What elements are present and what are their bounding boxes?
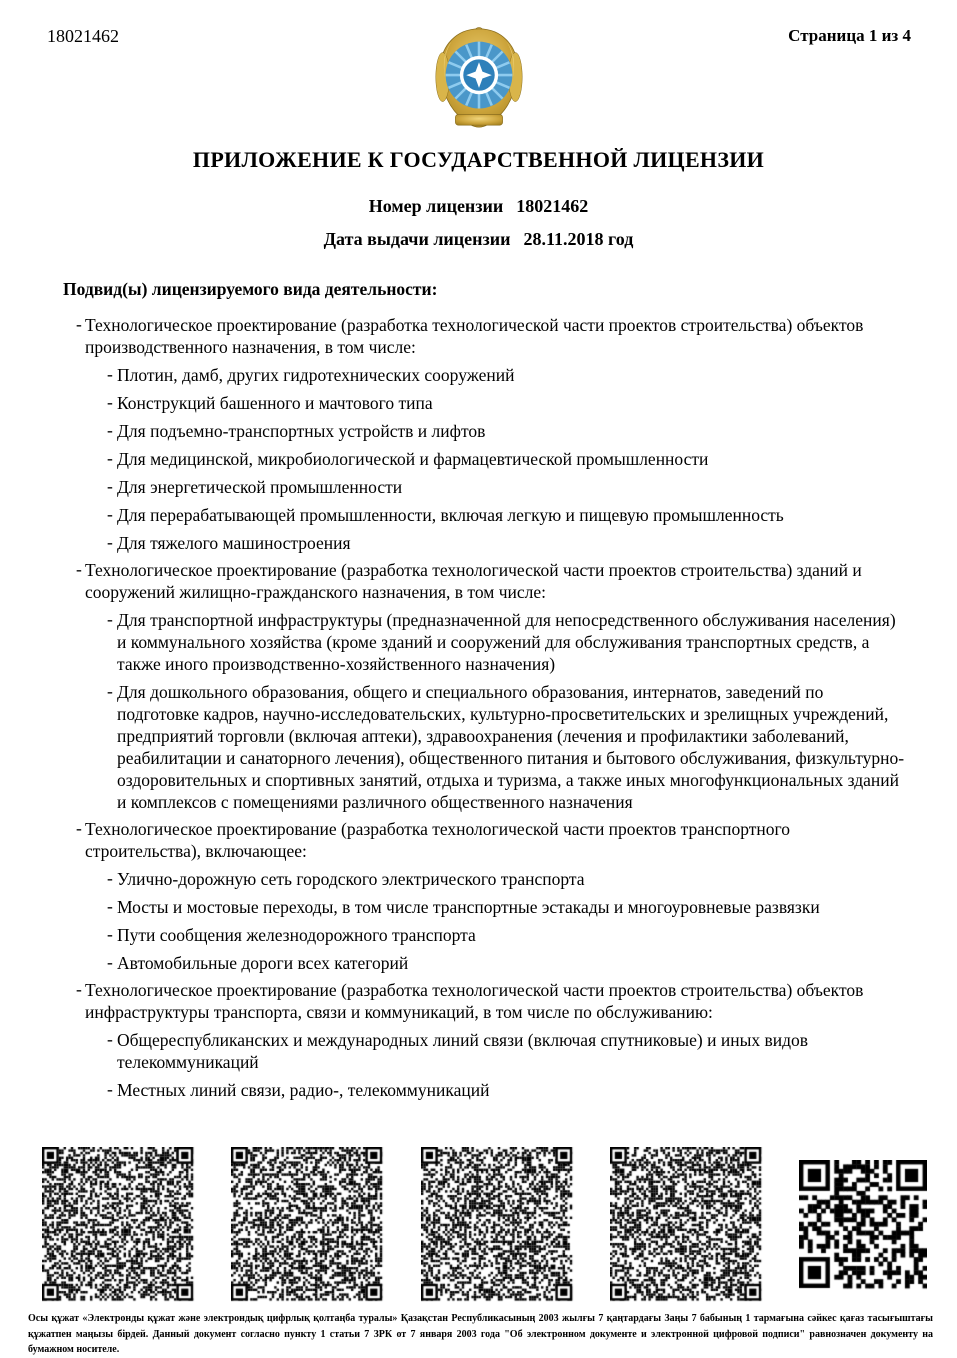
subtypes-list	[0, 314, 957, 1101]
list-subitem: - Для медицинской, микробиологической и фармацевтической промышленности	[106, 448, 908, 470]
list-subitem: - Пути сообщения железнодорожного транспорта	[106, 924, 908, 946]
license-date-value: 28.11.2018 год	[523, 229, 634, 249]
datamatrix-barcode-1	[42, 1147, 195, 1302]
page-indicator: Страница 1 из 4	[788, 26, 911, 45]
datamatrix-barcode-2	[231, 1147, 384, 1302]
page-header	[0, 0, 957, 134]
list-subitem: - Для транспортной инфраструктуры (предназначенной для непосредственного обслуживания населения) и коммунального хозяйства (кроме зданий и сооружений для обслуживания транспортных средств, а также иного производственно-хозяйственного назначения)	[106, 609, 908, 675]
signature-barcode-row	[42, 1147, 927, 1302]
kazakhstan-emblem-icon	[429, 24, 529, 134]
list-subitem: - Для энергетической промышленности	[106, 476, 908, 498]
list-subitem: - Для дошкольного образования, общего и специального образования, интернатов, заведений по подготовке кадров, научно-исследовательских, культурно-просветительских и зрелищных учреждений, предприятий торговли (включая аптеки), здравоохранения (лечения и профилактики заболеваний, реабилитации и санаторного лечения), общественного питания и бытового обслуживания, физкультурно-оздоровительных и спортивных занятий, отдыха и туризма, а также иных многофункциональных зданий и комплексов с помещениями различного общественного назначения	[106, 681, 908, 813]
license-date-row	[0, 229, 957, 250]
list-subitem: - Общереспубликанских и международных линий связи (включая спутниковые) и иных видов телекоммуникаций	[106, 1029, 908, 1073]
list-item: - Технологическое проектирование (разработка технологической части проектов строительства) объектов инфраструктуры транспорта, связи и коммуникаций, в том числе по обслуживанию:	[75, 979, 907, 1023]
list-subitem: - Плотин, дамб, других гидротехнических сооружений	[106, 364, 908, 386]
datamatrix-barcode-3	[421, 1147, 574, 1302]
list-subitem: - Улично-дорожную сеть городского электрического транспорта	[106, 868, 908, 890]
subtypes-heading: Подвид(ы) лицензируемого вида деятельности:	[63, 279, 438, 299]
list-item: - Технологическое проектирование (разработка технологической части проектов строительства) объектов производственного назначения, в том числе:	[75, 314, 907, 358]
legal-footer-note: Осы құжат «Электронды құжат және электрондық цифрлық қолтаңба туралы» Қазақстан Республикасының 2003 жылғы 7 қаңтардағы Заңы 7 бабының 1 тармағына сәйкес қағаз тасығыштағы құжатпен маңызы бірдей. Данный документ согласно пункту 1 статьи 7 ЗРК от 7 января 2003 года "Об электронном документе и электронной цифровой подписи" равнозначен документу на бумажном носителе.	[28, 1313, 933, 1355]
list-subitem: - Местных линий связи, радио-, телекоммуникаций	[106, 1079, 908, 1101]
license-number-label: Номер лицензии	[368, 196, 504, 216]
page-title: ПРИЛОЖЕНИЕ К ГОСУДАРСТВЕННОЙ ЛИЦЕНЗИИ	[192, 147, 765, 172]
list-subitem: - Для тяжелого машиностроения	[106, 532, 908, 554]
list-subitem: - Для перерабатывающей промышленности, включая легкую и пищевую промышленность	[106, 504, 908, 526]
list-subitem: - Конструкций башенного и мачтового типа	[106, 392, 908, 414]
list-item: - Технологическое проектирование (разработка технологической части проектов строительства) зданий и сооружений жилищно-гражданского назначения, в том числе:	[75, 559, 907, 603]
qr-code	[799, 1160, 927, 1290]
license-number-value: 18021462	[516, 196, 589, 216]
document-number: 18021462	[47, 26, 119, 46]
list-subitem: - Для подъемно-транспортных устройств и лифтов	[106, 420, 908, 442]
license-number-row	[0, 196, 957, 217]
list-item: - Технологическое проектирование (разработка технологической части проектов транспортного строительства), включающее:	[75, 818, 907, 862]
license-date-label: Дата выдачи лицензии	[323, 229, 511, 249]
datamatrix-barcode-4	[610, 1147, 763, 1302]
kazakhstan-coat-of-arms-emblem	[429, 24, 529, 134]
list-subitem: - Автомобильные дороги всех категорий	[106, 952, 908, 974]
list-subitem: - Мосты и мостовые переходы, в том числе транспортные эстакады и многоуровневые развязки	[106, 896, 908, 918]
